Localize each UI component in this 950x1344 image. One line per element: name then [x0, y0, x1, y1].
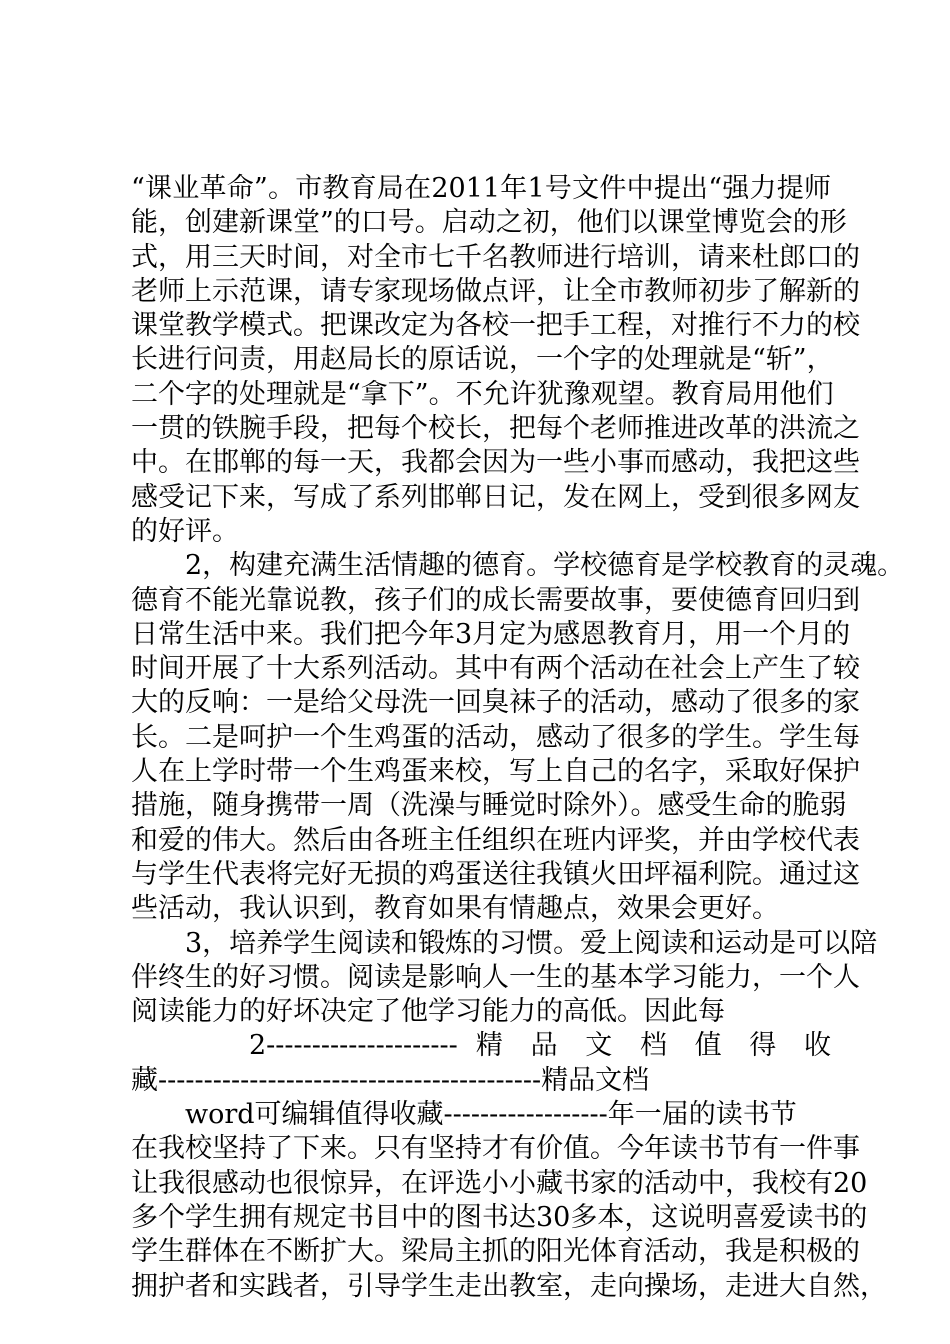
text-line: 一贯的铁腕手段，把每个校长，把每个老师推进改革的洪流之 [131, 413, 860, 445]
text-line: 学生群体在不断扩大。梁局主抓的阳光体育活动，我是积极的 [131, 1236, 860, 1268]
text-line: 式，用三天时间，对全市七千名教师进行培训，请来杜郎口的 [131, 241, 860, 273]
watermark-line: word可编辑值得收藏------------------年一届的读书节 [185, 1099, 797, 1131]
text-line: 在我校坚持了下来。只有坚持才有价值。今年读书节有一件事 [131, 1133, 860, 1165]
text-line: 阅读能力的好坏决定了他学习能力的高低。因此每 [131, 996, 725, 1028]
text-line: 大的反响：一是给父母洗一回臭袜子的活动，感动了很多的家 [131, 687, 860, 719]
text-line: 课堂教学模式。把课改定为各校一把手工程，对推行不力的校 [131, 310, 860, 342]
text-line: 日常生活中来。我们把今年3月定为感恩教育月，用一个月的 [131, 618, 851, 650]
text-line: 二个字的处理就是“拿下”。不允许犹豫观望。教育局用他们 [131, 378, 834, 410]
text-line: 长进行问责，用赵局长的原话说，一个字的处理就是“斩”， [131, 344, 834, 376]
text-line: 老师上示范课，请专家现场做点评，让全市教师初步了解新的 [131, 275, 860, 307]
body-text [131, 172, 905, 1304]
text-line: 和爱的伟大。然后由各班主任组织在班内评奖，并由学校代表 [131, 824, 860, 856]
text-line: 时间开展了十大系列活动。其中有两个活动在社会上产生了较 [131, 653, 860, 685]
text-line: 人在上学时带一个生鸡蛋来校，写上自己的名字，采取好保护 [131, 756, 860, 788]
text-line: 的好评。 [131, 515, 239, 547]
text-line: 与学生代表将完好无损的鸡蛋送往我镇火田坪福利院。通过这 [131, 858, 860, 890]
text-line: “课业革命”。市教育局在2011年1号文件中提出“强力提师 [131, 173, 831, 204]
text-line: 些活动，我认识到，教育如果有情趣点，效果会更好。 [131, 893, 779, 925]
paragraph-start-line: 3，培养学生阅读和锻炼的习惯。爱上阅读和运动是可以陪 [185, 927, 878, 959]
text-line: 措施，随身携带一周（洗澡与睡觉时除外）。感受生命的脆弱 [131, 790, 847, 822]
text-line: 感受记下来，写成了系列邯郸日记，发在网上，受到很多网友 [131, 481, 860, 513]
text-line: 能，创建新课堂”的口号。启动之初，他们以课堂博览会的形 [131, 207, 847, 239]
text-line: 伴终生的好习惯。阅读是影响人一生的基本学习能力，一个人 [131, 961, 860, 993]
paragraph-start-line: 2，构建充满生活情趣的德育。学校德育是学校教育的灵魂。 [185, 550, 905, 582]
text-line: 中。在邯郸的每一天，我都会因为一些小事而感动，我把这些 [131, 447, 860, 479]
watermark-line: 2--------------------- 精 品 文 档 值 得 收 [249, 1030, 831, 1062]
text-line: 长。二是呵护一个生鸡蛋的活动，感动了很多的学生。学生每 [131, 721, 860, 753]
text-line: 德育不能光靠说教，孩子们的成长需要故事，要使德育回归到 [131, 584, 860, 616]
text-line: 让我很感动也很惊异，在评选小小藏书家的活动中，我校有20 [131, 1167, 868, 1199]
text-line: 拥护者和实践者，引导学生走出教室，走向操场，走进大自然， [131, 1270, 887, 1302]
watermark-line: 藏------------------------------------------精品文档 [131, 1064, 650, 1096]
text-line: 多个学生拥有规定书目中的图书达30多本，这说明喜爱读书的 [131, 1201, 868, 1233]
